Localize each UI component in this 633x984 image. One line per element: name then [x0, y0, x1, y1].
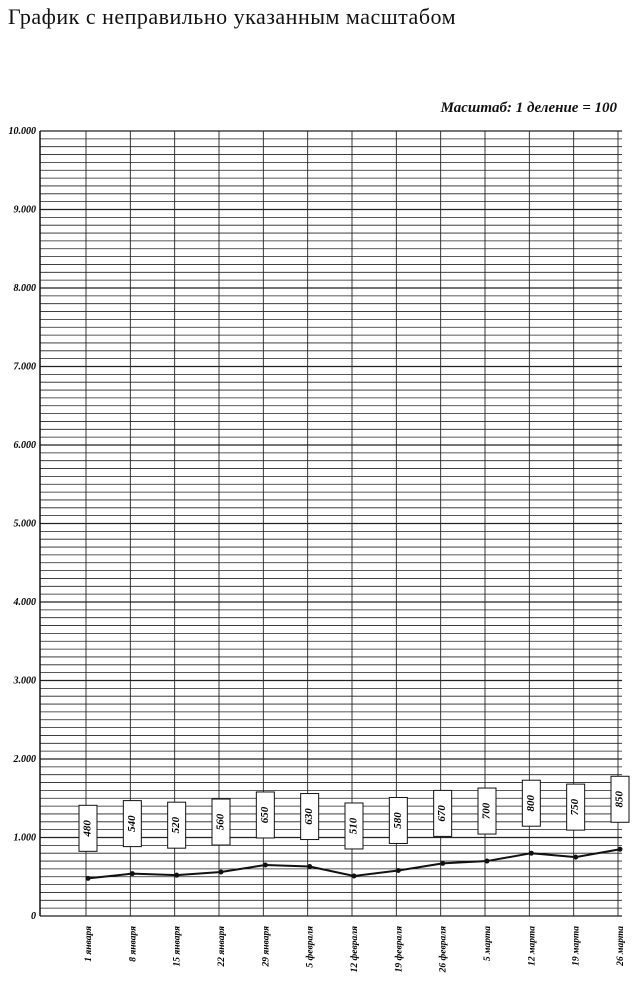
x-tick-label: 12 февраля	[350, 926, 360, 973]
data-label-group	[256, 792, 274, 838]
data-label-group	[123, 801, 141, 847]
data-label-group	[478, 788, 496, 834]
scale-note: Масштаб: 1 деление = 100	[440, 100, 617, 116]
data-point	[440, 861, 445, 866]
x-tick-label: 8 января	[128, 926, 139, 962]
x-tick-label: 1 января	[84, 926, 94, 962]
data-label-group	[168, 802, 186, 848]
y-tick-label: 9.000	[13, 204, 36, 216]
data-label: 630	[303, 808, 316, 825]
series-line-group	[86, 847, 623, 881]
x-tick-label: 5 марта	[483, 926, 493, 962]
y-tick-label: 4.000	[13, 597, 36, 608]
data-label: 480	[81, 820, 94, 837]
data-label: 560	[214, 813, 227, 831]
data-label-group	[212, 799, 230, 845]
data-label: 670	[436, 805, 449, 822]
data-point	[573, 855, 578, 860]
x-tick-label: 26 марта	[616, 926, 626, 966]
y-tick-label: 10.000	[8, 126, 36, 137]
x-tick-label: 15 января	[172, 926, 183, 967]
x-tick-label: 19 февраля	[394, 926, 405, 973]
y-axis	[9, 126, 37, 922]
data-label-group	[301, 794, 319, 840]
y-tick-label: 3.000	[13, 675, 36, 687]
y-tick-label: 1.000	[13, 832, 36, 844]
data-label: 510	[347, 817, 360, 835]
data-label: 700	[480, 802, 493, 820]
data-label: 650	[258, 806, 271, 824]
y-tick-label: 7.000	[13, 361, 36, 373]
y-tick-label: 2.000	[13, 754, 36, 765]
data-label: 540	[125, 815, 138, 832]
y-tick-label: 6.000	[13, 440, 36, 451]
x-tick-label: 29 января	[261, 926, 272, 967]
data-label-group	[522, 780, 540, 826]
data-label-group	[389, 797, 407, 843]
data-point	[529, 851, 534, 856]
x-tick-label: 19 марта	[571, 926, 582, 966]
data-point	[86, 876, 91, 881]
data-point	[307, 864, 312, 869]
data-label: 750	[569, 798, 582, 816]
data-label: 800	[524, 794, 537, 812]
data-point	[263, 862, 268, 867]
data-point	[130, 871, 135, 876]
data-point	[219, 870, 224, 875]
data-point	[352, 873, 357, 878]
data-label-group	[567, 784, 585, 830]
data-point	[485, 859, 490, 864]
data-label: 520	[170, 816, 183, 834]
chart-title: График с неправильно указанным масштабом	[8, 4, 457, 29]
y-tick-label: 8.000	[13, 283, 36, 294]
x-tick-label: 22 января	[217, 926, 227, 967]
data-point	[174, 873, 179, 878]
data-label-group	[79, 805, 97, 851]
data-label-group	[434, 790, 452, 836]
data-point	[396, 868, 401, 873]
data-label: 580	[391, 812, 404, 829]
x-tick-label: 12 марта	[527, 926, 538, 966]
data-label: 850	[613, 791, 626, 808]
data-label-group	[611, 776, 629, 822]
x-axis	[84, 926, 626, 974]
x-tick-label: 26 февраля	[438, 926, 449, 973]
y-tick-label: 0	[31, 911, 36, 922]
y-tick-label: 5.000	[13, 518, 36, 530]
x-tick-label: 5 февраля	[305, 926, 316, 968]
data-point	[618, 847, 623, 852]
data-label-group	[345, 803, 363, 849]
